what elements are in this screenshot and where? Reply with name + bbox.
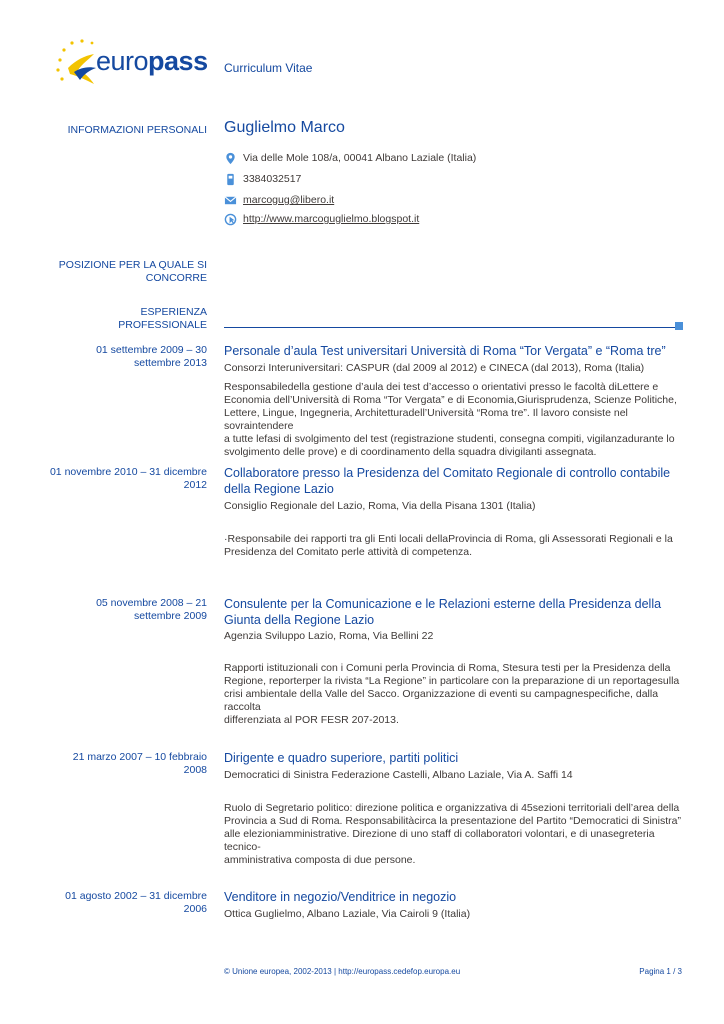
europass-logo-text: europass [96,46,208,76]
envelope-icon [224,194,237,207]
job-description: Ruolo di Segretario politico: direzione politica e organizzativa di 45sezioni territoriali dell’area della Provincia a Sud di Roma. Responsabilitàcirca la presentazione del Partito “Democratici di Sinistra” alle elezioniamministrative. Direzione di uno staff di collaboratori volontari, e di unasegreteria tecnico- amministrativa composta di due persone. [224,802,681,866]
job-title: Collaboratore presso la Presidenza del Comitato Regionale di controllo contabile della Regione Lazio [224,466,671,496]
employer: Ottica Guglielmo, Albano Laziale, Via Cairoli 9 (Italia) [224,908,471,920]
position-label: POSIZIONE PER LA QUALE SI CONCORRE [58,259,207,284]
website-link[interactable]: http://www.marcoguglielmo.blogspot.it [243,213,420,225]
website-row [224,211,419,227]
section-rule-marker [675,322,683,330]
experience-date: 05 novembre 2008 – 21 settembre 2009 [96,597,207,622]
cv-title: Curriculum Vitae [224,61,313,75]
location-pin-icon [224,152,237,165]
job-description: ·Responsabile dei rapporti tra gli Enti locali dellaProvincia di Roma, gli Assessorati Regionali e la Presidenza del Comitato perle attività di competenza. [224,533,673,558]
experience-date: 01 agosto 2002 – 31 dicembre 2006 [65,890,207,915]
job-title: Venditore in negozio/Venditrice in negozio [224,890,457,904]
section-rule [224,327,682,328]
email-row [224,192,334,208]
experience-date: 21 marzo 2007 – 10 febbraio 2008 [72,751,207,776]
page-number: Pagina 1 / 3 [639,967,682,976]
footer-copyright: © Unione europea, 2002-2013 | http://europass.cedefop.europa.eu [224,967,461,976]
address-row [224,150,476,166]
employer: Consorzi Interuniversitari: CASPUR (dal 2009 al 2012) e CINECA (dal 2013), Roma (Italia) [224,362,645,374]
phone-text: 3384032517 [243,173,302,185]
job-title: Dirigente e quadro superiore, partiti politici [224,751,459,765]
person-name: Guglielmo Marco [224,119,345,136]
mobile-phone-icon [224,173,237,186]
address-text: Via delle Mole 108/a, 00041 Albano Laziale (Italia) [243,152,477,164]
job-description: Rapporti istituzionali con i Comuni perla Provincia di Roma, Stesura testi per la Presidenza della Regione, reporterper la rivista “La Regione” in particolare con la preparazione di un reportagesulla crisi ambientale della Valle del Sacco. Organizzazione di eventi su campagnespecifiche, dalla raccolta differenziata al POR FESR 207-2013. [224,662,680,726]
employer: Consiglio Regionale del Lazio, Roma, Via della Pisana 1301 (Italia) [224,500,536,512]
employer: Agenzia Sviluppo Lazio, Roma, Via Bellini 22 [224,630,434,642]
job-description: Responsabiledella gestione d’aula dei test d’accesso o orientativi presso le facoltà diLettere e Economia dell’Università di Roma “Tor Vergata” e di Economia,Giurisprudenza, Scienze Politiche, Lettere, Lingue, Ingegneria, Architetturadell’Università “Roma tre”. Il lavoro consiste nel sovraintendere a tutte lefasi di svolgimento del test (registrazione studenti, consegna compiti, vigilanzadurante lo svolgimento delle prove) e di coordinamento della squadra divigilanti assegnata. [224,381,677,458]
phone-row [224,171,301,187]
experience-date: 01 settembre 2009 – 30 settembre 2013 [96,344,207,369]
job-title: Personale d’aula Test universitari Università di Roma “Tor Vergata” e “Roma tre” [224,344,666,358]
globe-cursor-icon [224,213,237,226]
experience-date: 01 novembre 2010 – 31 dicembre 2012 [49,466,207,491]
employer: Democratici di Sinistra Federazione Castelli, Albano Laziale, Via A. Saffi 14 [224,769,573,781]
job-title: Consulente per la Comunicazione e le Relazioni esterne della Presidenza della Giunta della Regione Lazio [224,597,662,627]
email-link[interactable]: marcogug@libero.it [243,194,335,206]
personal-info-label: INFORMAZIONI PERSONALI [67,124,207,136]
experience-label: ESPERIENZA PROFESSIONALE [118,306,207,331]
